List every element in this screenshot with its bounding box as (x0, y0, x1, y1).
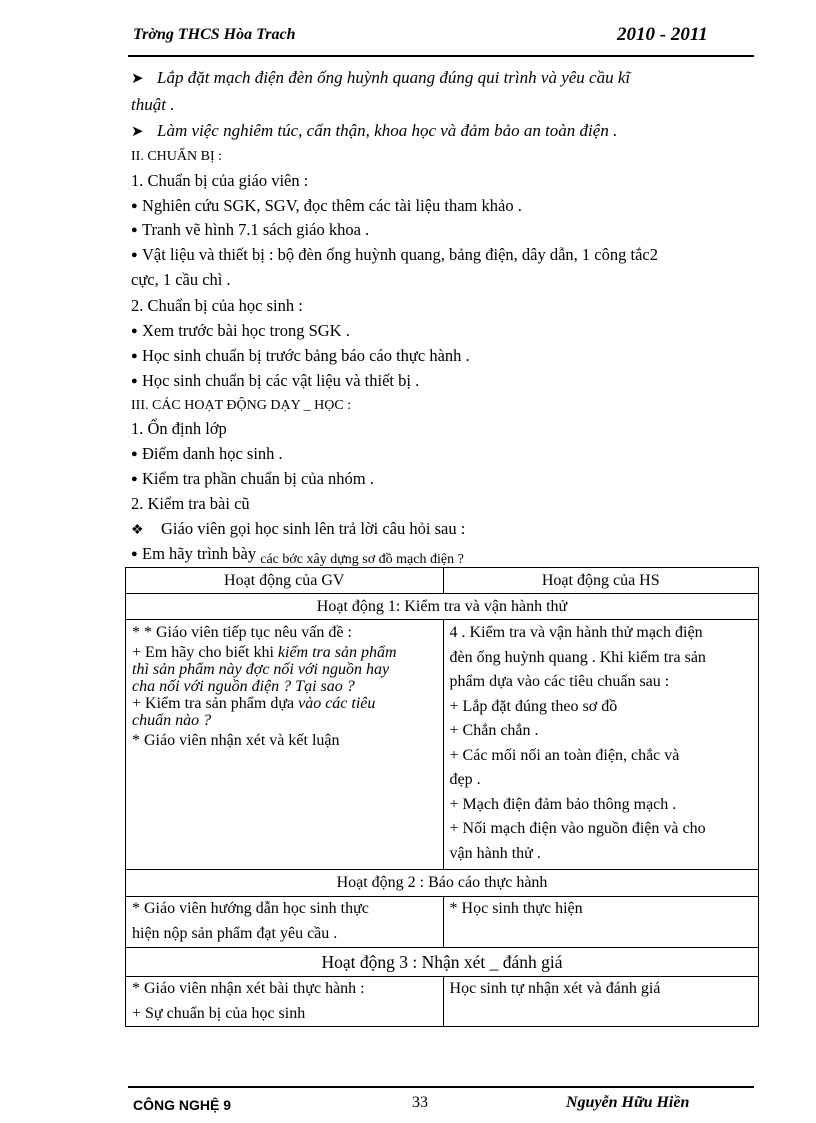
activity-3-title-row (126, 948, 759, 977)
student-item: ● Học sinh chuẩn bị các vật liệu và thiết bị . (131, 371, 420, 390)
arrow-bullet-icon: ➤ (131, 71, 144, 87)
teacher-prep-title: 1. Chuẩn bị của giáo viên : (131, 171, 309, 190)
dot-bullet-icon: ● (131, 448, 138, 460)
footer-divider (128, 1086, 754, 1088)
activity-2-gv: * Giáo viên hướng dẫn học sinh thực hiện nộp sản phẩm đạt yêu cầu . (126, 897, 444, 948)
objective-2: ➤ Làm việc nghiêm túc, cẩn thận, khoa học và đảm bảo an toàn điện . (131, 121, 618, 140)
dot-bullet-icon: ● (131, 350, 138, 362)
review-intro: ❖ Giáo viên gọi học sinh lên trả lời câu hỏi sau : (131, 519, 466, 538)
activity-1-gv: * * Giáo viên tiếp tục nêu vấn đề : + Em hãy cho biết khi kiểm tra sản phẩm thì sản phẩm này đợc nối với nguồn hay cha nối với nguồn điện ? Tại sao ? + Kiểm tra sản phẩm dựa vào các tiêu chuẩn nào ? * Giáo viên nhận xét và kết luận (126, 620, 444, 870)
activity-3-row (126, 977, 759, 1027)
activity-1-row (126, 620, 759, 870)
dot-bullet-icon: ● (131, 249, 138, 261)
section-3-title: III. CÁC HOẠT ĐỘNG DẠY _ HỌC : (131, 398, 352, 413)
activity-2-title: Hoạt động 2 : Báo cáo thực hành (126, 870, 759, 897)
activity-2-title-row (126, 870, 759, 897)
teacher-item-cont: cực, 1 cầu chì . (131, 270, 231, 289)
stabilize-title: 1. Ổn định lớp (131, 419, 227, 438)
activity-1-title: Hoạt động 1: Kiểm tra và vận hành thử (126, 594, 759, 620)
activity-1-hs: 4 . Kiểm tra và vận hành thử mạch điện đèn ống huỳnh quang . Khi kiểm tra sản phẩm dựa vào các tiêu chuẩn sau : + Lắp đặt đúng theo sơ đồ + Chắn chắn . + Các mối nối an toàn điện, chắc và đẹp . + Mạch điện đảm bảo thông mạch . + Nối mạch điện vào nguồn điện và cho vận hành thử . (443, 620, 758, 870)
dot-bullet-icon: ● (131, 375, 138, 387)
student-prep-title: 2. Chuẩn bị của học sinh : (131, 296, 303, 315)
activity-2-row (126, 897, 759, 948)
student-item: ● Học sinh chuẩn bị trước bảng báo cáo thực hành . (131, 346, 470, 365)
stabilize-item: ● Điểm danh học sinh . (131, 444, 283, 463)
section-2-title: II. CHUẨN BỊ : (131, 149, 222, 164)
activity-3-hs: Học sinh tự nhận xét và đánh giá (443, 977, 758, 1027)
activity-3-gv: * Giáo viên nhận xét bài thực hành : + Sự chuẩn bị của học sinh (126, 977, 444, 1027)
dot-bullet-icon: ● (131, 473, 138, 485)
objective-1-cont: thuật . (131, 95, 175, 114)
objective-1: ➤ Lắp đặt mạch điện đèn ống huỳnh quang đúng qui trình và yêu cầu kĩ (131, 68, 631, 87)
activity-1-title-row (126, 594, 759, 620)
review-title: 2. Kiểm tra bài cũ (131, 494, 250, 513)
dot-bullet-icon: ● (131, 548, 138, 560)
arrow-bullet-icon: ➤ (131, 124, 144, 140)
activity-table (125, 567, 759, 1027)
footer-page-number: 33 (412, 1094, 428, 1111)
activity-3-title: Hoạt động 3 : Nhận xét _ đánh giá (126, 948, 759, 977)
footer-subject: CÔNG NGHỆ 9 (133, 1097, 232, 1113)
stabilize-item: ● Kiểm tra phần chuẩn bị của nhóm . (131, 469, 374, 488)
student-item: ● Xem trước bài học trong SGK . (131, 321, 350, 340)
review-question: ● Em hãy trình bày $_{các bớc xây dựng sơ đồ mạch điện ?}$ (131, 544, 464, 567)
col-header-hs: Hoạt động của HS (443, 568, 758, 594)
dot-bullet-icon: ● (131, 200, 138, 212)
activity-2-hs: * Học sinh thực hiện (443, 897, 758, 948)
footer-author: Nguyễn Hữu Hiền (566, 1094, 690, 1111)
dot-bullet-icon: ● (131, 224, 138, 236)
star-bullet-icon: ❖ (131, 523, 144, 538)
dot-bullet-icon: ● (131, 325, 138, 337)
header-school: Trờng THCS Hòa Trach (133, 26, 296, 43)
teacher-item: ● Tranh vẽ hình 7.1 sách giáo khoa . (131, 220, 370, 239)
header-divider (128, 55, 754, 57)
teacher-item: ● Nghiên cứu SGK, SGV, đọc thêm các tài liệu tham khảo . (131, 196, 522, 215)
teacher-item: ● Vật liệu và thiết bị : bộ đèn ống huỳnh quang, bảng điện, dây dẫn, 1 công tắc2 (131, 245, 658, 264)
header-year: 2010 - 2011 (617, 24, 708, 45)
col-header-gv: Hoạt động của GV (126, 568, 444, 594)
table-header-row (126, 568, 759, 594)
